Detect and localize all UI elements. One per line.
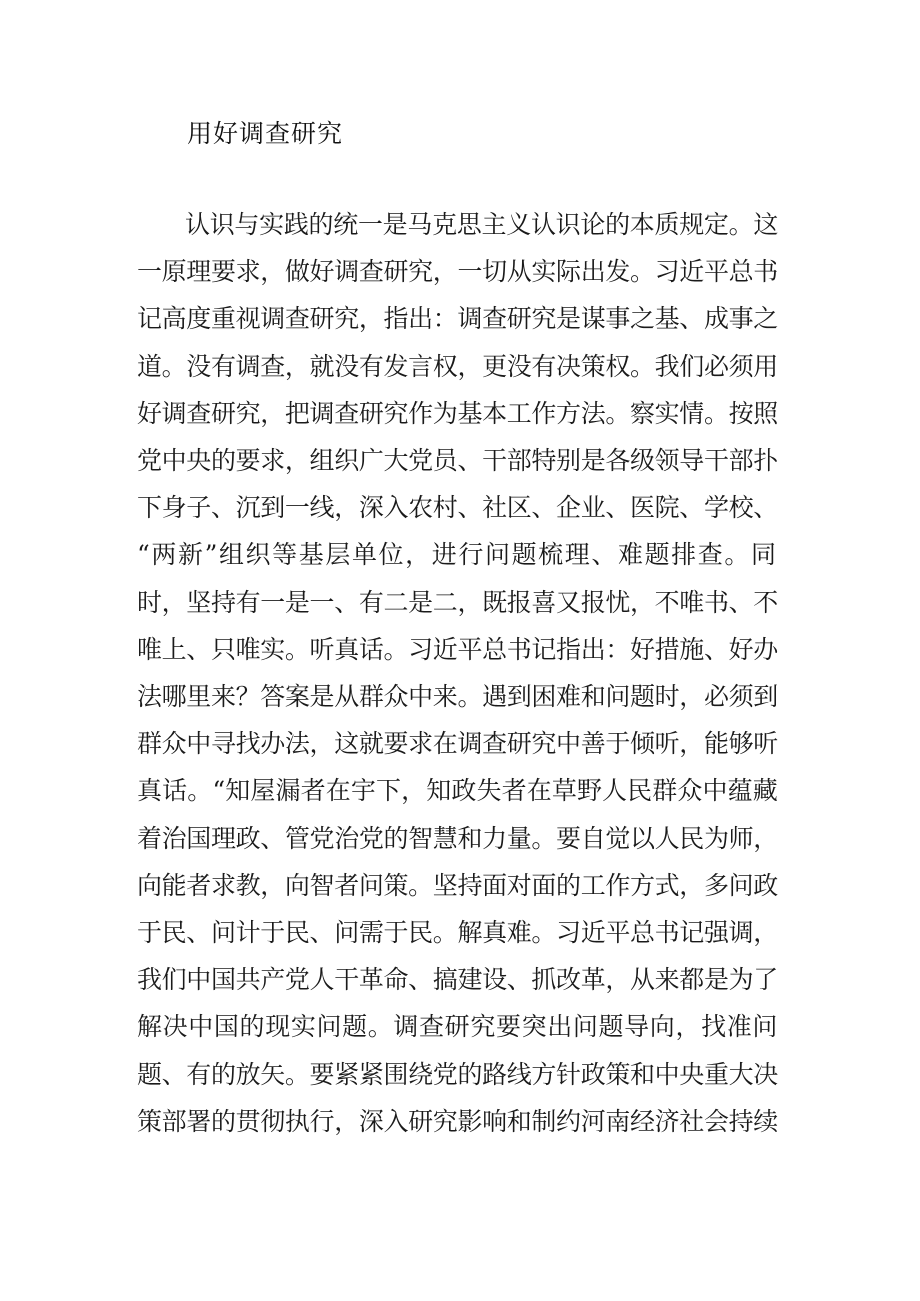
body-line: 群众中寻找办法，这就要求在调查研究中善于倾听，能够听 xyxy=(137,729,778,758)
body-line: 着治国理政、管党治党的智慧和力量。要自觉以人民为师， xyxy=(137,824,778,853)
body-line: 下身子、沉到一线，深入农村、社区、企业、医院、学校、 xyxy=(137,493,778,522)
document-title: 用好调查研究 xyxy=(187,119,344,148)
body-line: 于民、问计于民、问需于民。解真难。习近平总书记强调， xyxy=(137,918,778,947)
body-line: 党中央的要求，组织广大党员、干部特别是各级领导干部扑 xyxy=(137,446,778,475)
body-line: “两新”组织等基层单位，进行问题梳理、难题排查。同 xyxy=(137,540,778,569)
body-line: 一原理要求，做好调查研究，一切从实际出发。习近平总书 xyxy=(137,257,778,286)
body-line: 法哪里来？答案是从群众中来。遇到困难和问题时，必须到 xyxy=(137,682,778,711)
body-line: 真话。“知屋漏者在宇下，知政失者在草野人民群众中蕴藏 xyxy=(137,776,778,805)
body-line: 向能者求教，向智者问策。坚持面对面的工作方式，多问政 xyxy=(137,871,778,900)
body-line: 道。没有调查，就没有发言权，更没有决策权。我们必须用 xyxy=(137,352,778,381)
body-line: 时，坚持有一是一、有二是二，既报喜又报忧，不唯书、不 xyxy=(137,588,778,617)
body-line: 解决中国的现实问题。调查研究要突出问题导向，找准问 xyxy=(137,1012,779,1041)
body-line: 好调查研究，把调查研究作为基本工作方法。察实情。按照 xyxy=(137,399,778,428)
body-line: 题、有的放矢。要紧紧围绕党的路线方针政策和中央重大决 xyxy=(137,1060,778,1089)
body-line: 记高度重视调查研究，指出：调查研究是谋事之基、成事之 xyxy=(137,304,778,333)
body-line: 我们中国共产党人干革命、搞建设、抓改革，从来都是为了 xyxy=(137,965,778,994)
body-line: 认识与实践的统一是马克思主义认识论的本质规定。这 xyxy=(185,210,779,239)
body-line: 唯上、只唯实。听真话。习近平总书记指出：好措施、好办 xyxy=(137,635,778,664)
body-line: 策部署的贯彻执行，深入研究影响和制约河南经济社会持续 xyxy=(137,1107,778,1136)
